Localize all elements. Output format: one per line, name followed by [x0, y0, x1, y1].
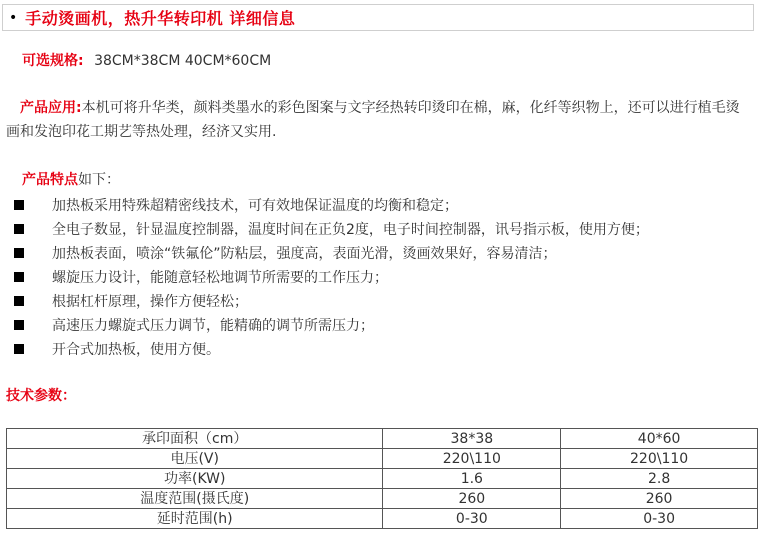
feature-text: 根据杠杆原理，操作方便轻松； [52, 294, 248, 310]
table-row [7, 449, 758, 469]
square-bullet-icon [14, 344, 24, 354]
features-list [14, 193, 754, 361]
feature-text: 开合式加热板，使用方便。 [52, 342, 220, 358]
feature-text: 高速压力螺旋式压力调节，能精确的调节所需压力； [52, 318, 374, 334]
square-bullet-icon [14, 272, 24, 282]
tech-label: 技术参数： [6, 388, 76, 404]
table-row [7, 429, 758, 449]
table-cell: 承印面积（cm） [7, 429, 383, 449]
table-cell: 电压(V) [7, 449, 383, 469]
list-item [14, 289, 754, 313]
table-cell: 260 [383, 489, 561, 509]
square-bullet-icon [14, 200, 24, 210]
square-bullet-icon [14, 320, 24, 330]
application-label: 产品应用: [20, 100, 82, 116]
table-cell: 功率(KW) [7, 469, 383, 489]
table-cell: 0-30 [561, 509, 758, 529]
table-cell: 2.8 [561, 469, 758, 489]
bullet-icon: • [9, 9, 18, 26]
tech-spec-table [6, 428, 758, 529]
square-bullet-icon [14, 224, 24, 234]
table-cell: 38*38 [383, 429, 561, 449]
list-item [14, 217, 754, 241]
table-cell: 220\110 [383, 449, 561, 469]
page-title-bar [2, 4, 754, 31]
features-heading [22, 170, 120, 190]
table-cell: 0-30 [383, 509, 561, 529]
table-row [7, 469, 758, 489]
application-paragraph [6, 96, 752, 144]
table-cell: 40*60 [561, 429, 758, 449]
table-cell: 1.6 [383, 469, 561, 489]
tech-heading [6, 386, 76, 406]
spec-values: 38CM*38CM 40CM*60CM [94, 53, 272, 69]
feature-text: 全电子数显，针显温度控制器，温度时间在正负2度，电子时间控制器，讯号指示板，使用方便； [52, 222, 649, 238]
features-label: 产品特点 [22, 172, 78, 188]
spec-line [22, 51, 271, 71]
list-item [14, 337, 754, 361]
feature-text: 加热板表面，喷涂“铁氟伦”防粘层，强度高，表面光滑，烫画效果好，容易清洁； [52, 246, 557, 262]
list-item [14, 265, 754, 289]
feature-text: 螺旋压力设计，能随意轻松地调节所需要的工作压力； [52, 270, 388, 286]
table-row [7, 489, 758, 509]
table-cell: 温度范围(摄氏度) [7, 489, 383, 509]
list-item [14, 313, 754, 337]
feature-text: 加热板采用特殊超精密线技术，可有效地保证温度的均衡和稳定； [52, 198, 458, 214]
square-bullet-icon [14, 248, 24, 258]
features-suffix: 如下： [78, 172, 120, 188]
table-cell: 220\110 [561, 449, 758, 469]
table-cell: 延时范围(h) [7, 509, 383, 529]
page-title: 手动烫画机，热升华转印机 详细信息 [25, 9, 296, 28]
square-bullet-icon [14, 296, 24, 306]
list-item [14, 241, 754, 265]
table-row [7, 509, 758, 529]
list-item [14, 193, 754, 217]
application-text: 本机可将升华类，颜料类墨水的彩色图案与文字经热转印烫印在棉，麻，化纤等织物上，还可以进行植毛烫画和发泡印花工期艺等热处理，经济又实用. [6, 100, 740, 140]
table-cell: 260 [561, 489, 758, 509]
spec-label: 可选规格: [22, 53, 84, 69]
